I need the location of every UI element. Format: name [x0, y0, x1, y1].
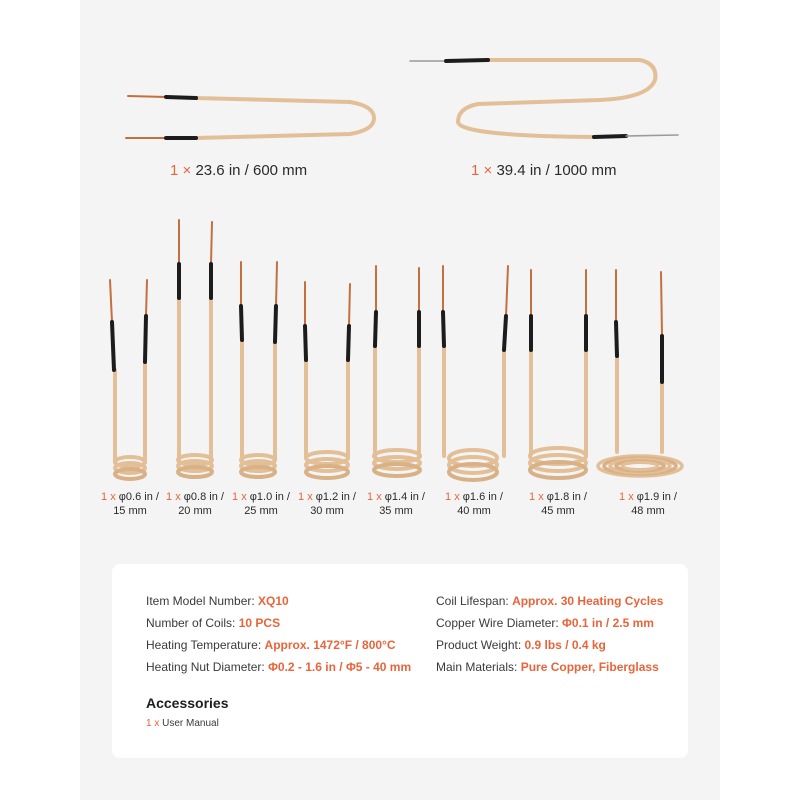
accessory-user-manual — [146, 718, 219, 729]
coil-15mm-label — [95, 490, 165, 518]
spec-copper-wire-diameter — [436, 616, 654, 630]
coil-48mm-label — [612, 490, 684, 518]
spec-value: Φ0.2 - 1.6 in / Φ5 - 40 mm — [268, 660, 412, 674]
coil-35mm — [374, 266, 420, 476]
coil-45mm-label — [522, 490, 594, 518]
spec-model-number — [146, 594, 289, 608]
diameter-in: φ1.9 in / — [636, 491, 677, 503]
diameter-mm: 20 mm — [178, 505, 212, 517]
quantity: 1 x — [101, 491, 116, 503]
spec-main-materials — [436, 660, 659, 674]
quantity: 1 x — [232, 491, 247, 503]
diameter-in: φ1.8 in / — [546, 491, 587, 503]
diameter-mm: 35 mm — [379, 505, 413, 517]
quantity: 1 × — [170, 162, 192, 179]
length-text: 39.4 in / 1000 mm — [496, 162, 617, 179]
long-wire-600mm — [126, 96, 374, 138]
spec-heating-nut-diameter — [146, 660, 411, 674]
spec-label: Item Model Number: — [146, 594, 255, 608]
spec-value: 0.9 lbs / 0.4 kg — [524, 638, 606, 652]
diameter-in: φ1.0 in / — [249, 491, 290, 503]
accessories-title: Accessories — [146, 695, 229, 711]
spec-value: Φ0.1 in / 2.5 mm — [562, 616, 654, 630]
coil-40mm-label — [438, 490, 510, 518]
quantity: 1 x — [298, 491, 313, 503]
spec-label: Heating Temperature: — [146, 638, 262, 652]
spec-label: Main Materials: — [436, 660, 518, 674]
coil-35mm-label — [361, 490, 431, 518]
coil-48mm — [598, 270, 682, 476]
spec-heating-temperature — [146, 638, 396, 652]
quantity: 1 x — [529, 491, 544, 503]
quantity: 1 x — [166, 491, 181, 503]
coil-20mm — [178, 220, 212, 477]
quantity: 1 × — [471, 162, 493, 179]
spec-label: Heating Nut Diameter: — [146, 660, 265, 674]
diameter-in: φ0.8 in / — [183, 491, 224, 503]
quantity: 1 x — [445, 491, 460, 503]
coil-40mm — [443, 266, 508, 480]
diameter-mm: 25 mm — [244, 505, 278, 517]
diameter-in: φ1.6 in / — [462, 491, 503, 503]
quantity: 1 x — [146, 718, 160, 729]
length-text: 23.6 in / 600 mm — [195, 162, 308, 179]
spec-value: XQ10 — [258, 594, 289, 608]
long-wire-1000mm-label — [471, 162, 617, 179]
spec-number-of-coils — [146, 616, 280, 630]
long-wire-600mm-label — [170, 162, 307, 179]
spec-label: Product Weight: — [436, 638, 522, 652]
diameter-mm: 45 mm — [541, 505, 575, 517]
quantity: 1 x — [367, 491, 382, 503]
spec-label: Copper Wire Diameter: — [436, 616, 559, 630]
diameter-in: φ1.2 in / — [315, 491, 356, 503]
spec-value: Approx. 1472°F / 800°C — [264, 638, 396, 652]
coil-25mm — [241, 262, 277, 477]
coil-15mm — [110, 280, 147, 479]
spec-value: 10 PCS — [238, 616, 281, 630]
diameter-mm: 40 mm — [457, 505, 491, 517]
quantity: 1 x — [619, 491, 634, 503]
long-wire-1000mm — [410, 60, 678, 137]
spec-label: Coil Lifespan: — [436, 594, 509, 608]
diameter-in: φ1.4 in / — [384, 491, 425, 503]
accessory-text: User Manual — [162, 718, 219, 729]
spec-product-weight — [436, 638, 606, 652]
coil-20mm-label — [160, 490, 230, 518]
spec-label: Number of Coils: — [146, 616, 236, 630]
spec-coil-lifespan — [436, 594, 663, 608]
spec-card — [112, 564, 688, 758]
diameter-mm: 15 mm — [113, 505, 147, 517]
coil-45mm — [530, 270, 586, 478]
spec-value: Pure Copper, Fiberglass — [520, 660, 659, 674]
coil-30mm — [305, 282, 350, 478]
coil-30mm-label — [292, 490, 362, 518]
diameter-in: φ0.6 in / — [118, 491, 159, 503]
diameter-mm: 48 mm — [631, 505, 665, 517]
diameter-mm: 30 mm — [310, 505, 344, 517]
spec-value: Approx. 30 Heating Cycles — [512, 594, 664, 608]
coil-25mm-label — [226, 490, 296, 518]
